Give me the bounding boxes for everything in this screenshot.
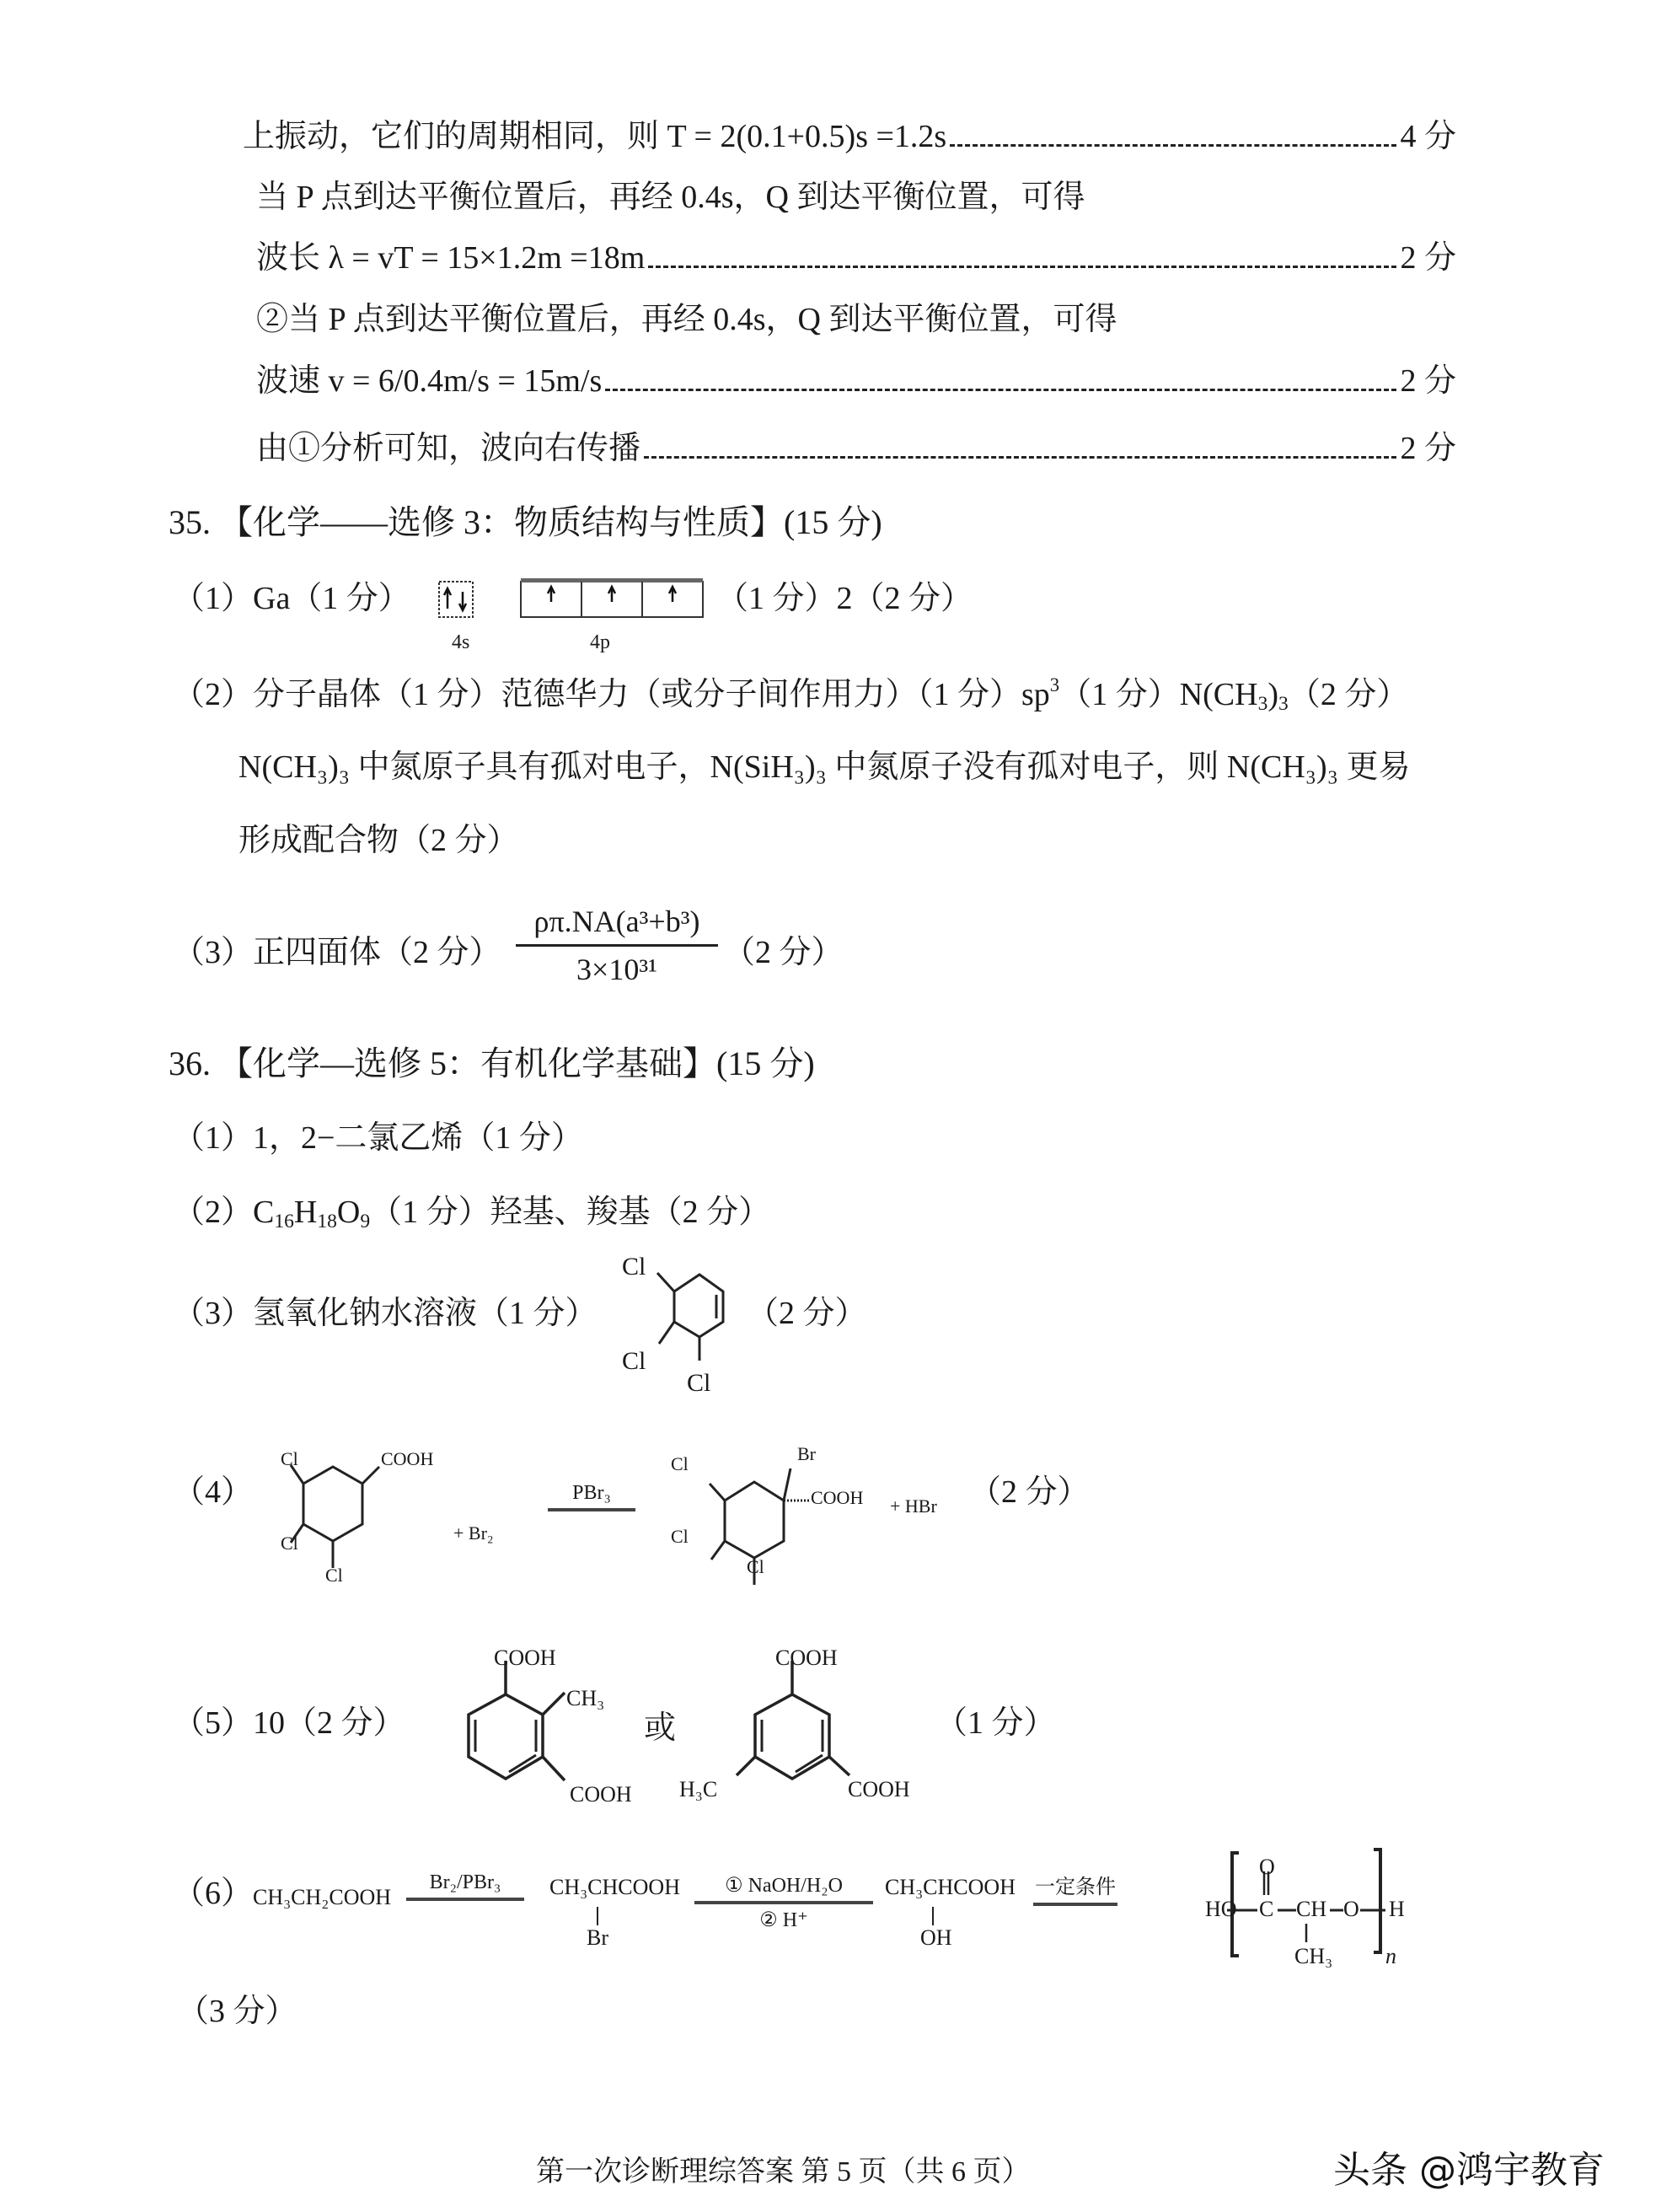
q36-p6-label: （6） [173,1876,254,1911]
reagent-label: 一定条件 [1035,1876,1116,1898]
polymer-o: O [1343,1897,1359,1921]
a-cooh-bottom: COOH [570,1782,632,1807]
page-footer: 第一次诊断理综答案 第 5 页（共 6 页） [536,2156,1031,2188]
subscript: 3 [1257,692,1268,715]
q35-p2-line1 [173,674,1408,715]
subscript: 9 [360,1210,371,1232]
a-cooh-top: COOH [494,1646,556,1670]
bond-line [932,1907,934,1925]
or-label: 或 [644,1710,677,1746]
q36-p5-score: （1 分） [935,1705,1056,1741]
polymer-ch3: CH₃ [1294,1944,1333,1968]
q35-p1-suffix: （1 分）2（2 分） [716,581,973,616]
methylisophthalic-acid-structure-icon [708,1652,893,1838]
text: H [293,1195,318,1230]
methylphthalic-acid-structure-icon [438,1652,624,1838]
line-text: 波速 v = 6/0.4m/s = 15m/s [256,363,603,399]
product-cl-2: Cl [671,1526,689,1547]
reactant-cl-2: Cl [281,1533,298,1554]
text: （1 分）N(CH [1059,677,1258,712]
physics-line-6 [256,428,1456,469]
score: 2 分 [1400,363,1456,399]
polymer-c: C [1259,1897,1274,1921]
text: （2）C [173,1195,275,1230]
product-cl-3: Cl [747,1556,764,1577]
lactic-acid: CH₃CHCOOH [885,1875,1016,1899]
product-br: Br [797,1443,816,1464]
product-cl-1: Cl [671,1453,689,1474]
b-cooh-bottom: COOH [848,1777,910,1801]
cl-label-3: Cl [687,1369,711,1397]
bromopropanoic-acid: CH₃CHCOOH [549,1875,680,1899]
polymer-n: n [1385,1944,1396,1968]
b-cooh-top: COOH [775,1646,838,1670]
polymer-h: H [1389,1897,1405,1921]
leader-dots [648,266,1396,268]
propanoic-acid: CH₃CH₂COOH [253,1885,392,1909]
text: （2）分子晶体（1 分）范德华力（或分子间作用力）（1 分）sp [173,677,1050,712]
text: （1 分）羟基、羧基（2 分） [370,1195,771,1230]
q36-p1: （1）1，2−二氯乙烯（1 分） [173,1120,583,1156]
cl-label-2: Cl [622,1347,646,1375]
q36-heading: 36. 【化学—选修 5：有机化学基础】(15 分) [169,1044,815,1082]
score: 2 分 [1400,431,1456,466]
reagent-label: ② H⁺ [759,1909,808,1931]
q35-p2-line2: N(CH₃)₃ 中氮原子具有孤对电子，N(SiH₃)₃ 中氮原子没有孤对电子，则 N(CH₃)₃ 更易 [238,749,1411,785]
br-substituent: Br [587,1925,608,1950]
text: O [336,1195,361,1230]
reactant-cl-1: Cl [281,1448,298,1469]
oh-substituent: OH [920,1925,952,1950]
q36-p4-score: （2 分） [969,1474,1090,1510]
q35-heading: 35. 【化学——选修 3：物质结构与性质】(15 分) [169,503,882,541]
reagent-label: PBr₃ [572,1482,611,1504]
physics-line-1 [243,116,1456,157]
q35-p1-prefix: （1）Ga（1 分） [173,581,410,616]
arrow-bar [1033,1903,1117,1906]
q36-p3-suffix: （2 分） [747,1296,867,1331]
physics-line-4: ②当 P 点到达平衡位置后，再经 0.4s，Q 到达平衡位置，可得 [256,302,1117,337]
physics-line-5 [256,361,1456,401]
arrow-bar [694,1901,873,1904]
polymer-o-top: O [1259,1855,1275,1879]
watermark: 头条 @鸿宇教育 [1333,2149,1605,2192]
q35-p3-prefix: （3）正四面体（2 分） [173,935,501,970]
text: （2 分） [1288,677,1409,712]
score: 2 分 [1400,240,1456,276]
polymer-ho: HO [1205,1897,1237,1921]
q36-p2 [173,1192,770,1232]
reaction-arrow-condition [1033,1870,1117,1909]
line-text: 波长 λ = vT = 15×1.2m =18m [256,240,646,276]
line-text: 上振动，它们的周期相同，则 T = 2(0.1+0.5)s =1.2s [243,119,947,154]
leader-dots [644,456,1396,459]
plus-br2: + Br₂ [453,1522,494,1544]
subscript: 16 [274,1210,294,1232]
bond-line [597,1907,598,1925]
reagent-label: Br₂/PBr₃ [429,1871,501,1893]
q35-p2-line3: 形成配合物（2 分） [238,823,519,858]
orbital-4p-label: 4p [590,631,610,653]
reaction-arrow-pbr3 [548,1482,635,1515]
subscript: 18 [317,1210,337,1232]
reagent-label: ① NaOH/H₂O [725,1875,843,1897]
a-ch3: CH₃ [566,1686,605,1710]
q36-p4-label: （4） [173,1474,254,1510]
arrow-bar [548,1508,635,1511]
b-h3c: H₃C [679,1777,718,1801]
q36-p3-prefix: （3）氢氧化钠水溶液（1 分） [173,1296,598,1331]
q36-p6-score: （3 分） [177,1994,297,2029]
q36-p5-prefix: （5）10（2 分） [173,1705,405,1741]
density-formula [516,904,718,987]
leader-dots [605,389,1396,391]
product-cooh: COOH [811,1487,864,1508]
reactant-cooh: COOH [381,1448,434,1469]
reaction-arrow-br2-pbr3 [406,1871,524,1904]
score: 4 分 [1400,119,1456,154]
physics-line-2: 当 P 点到达平衡位置后，再经 0.4s，Q 到达平衡位置，可得 [256,180,1085,215]
reaction-arrow-naoh [694,1873,873,1932]
superscript: 3 [1049,674,1060,696]
line-text: 由①分析可知，波向右传播 [256,431,641,466]
numerator: ρπ.NA(a³+b³) [516,904,718,947]
orbital-diagram-icon [434,577,704,652]
orbital-4s-label: 4s [452,631,470,653]
arrow-bar [406,1898,524,1901]
physics-line-3 [256,238,1456,278]
cl-label-1: Cl [622,1253,646,1280]
q35-p3-suffix: （2 分） [723,935,844,970]
reactant-cl-3: Cl [325,1565,343,1586]
text: ) [1267,677,1279,712]
denominator: 3×10³¹ [576,953,657,986]
polymer-ch: CH [1296,1897,1327,1921]
plus-hbr: + HBr [890,1495,937,1517]
leader-dots [950,144,1396,147]
subscript: 3 [1278,692,1289,715]
